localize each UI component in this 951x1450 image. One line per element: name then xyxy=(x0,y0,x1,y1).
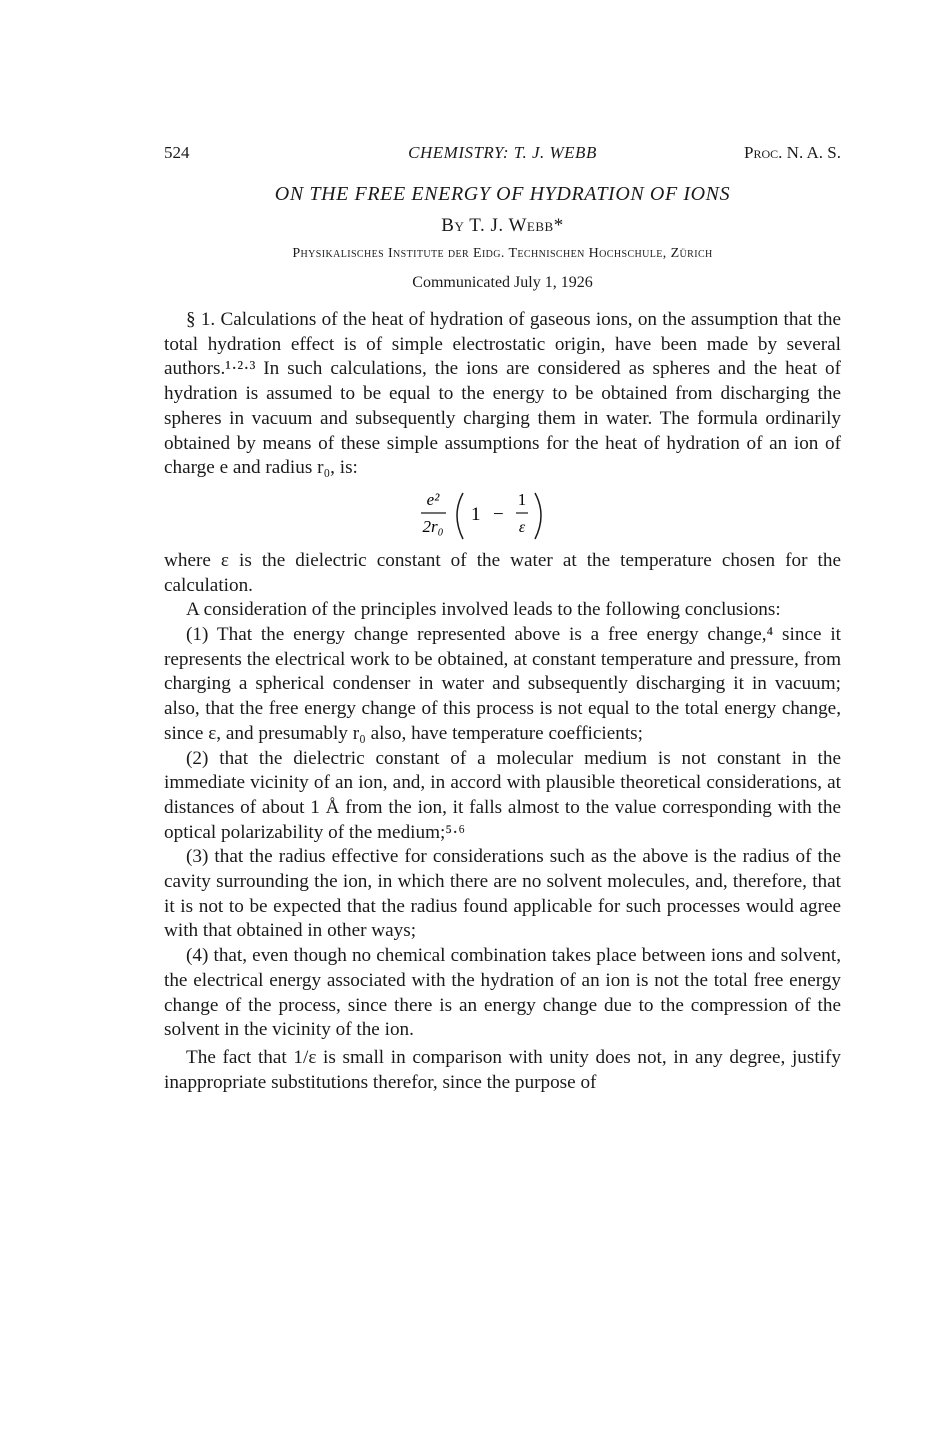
hydration-formula xyxy=(164,483,841,547)
formula-one: 1 xyxy=(471,503,481,525)
conclusion-4: (4) that, even though no chemical combination takes place between ions and solvent, the electrical energy associated with the hydration of an ion is not the total free energy change of the process, since there is an energy change due to the compression of the solvent in the vicinity of the ion. xyxy=(164,945,841,1041)
formula-inner-denominator: ε xyxy=(518,518,526,536)
conclusion-3: (3) that the radius effective for considerations such as the above is the radius of the cavity surrounding the ion, in which there are no solvent molecules, and, therefore, that it is not to be expected that the radius found applicable for such processes would agree with that obtained in other ways; xyxy=(164,846,841,942)
journal-name: Proc. N. A. S. xyxy=(744,143,841,162)
communicated-date: Communicated July 1, 1926 xyxy=(412,274,593,291)
formula-graphic xyxy=(419,483,559,547)
formula-denominator: 2r₀ xyxy=(422,516,444,536)
page xyxy=(164,143,841,1095)
formula-right-paren xyxy=(535,493,541,539)
paragraph-2: where ε is the dielectric constant of the water at the temperature chosen for the calculation. xyxy=(164,549,841,596)
article-title: ON THE FREE ENERGY OF HYDRATION OF IONS xyxy=(274,183,731,205)
paragraph-1: § 1. Calculations of the heat of hydration of gaseous ions, on the assumption that the total hydration effect is of simple electrostatic origin, have been made by several authors.¹·²·³ In such calculations, the ions are considered as spheres and the heat of hydration is assumed to be equal to the energy to be obtained from discharging the spheres in vacuum and subsequently charging them in water. The formula ordinarily obtained by means of these simple assumptions for the heat of hydration of an ion of charge e and radius r₀, is: xyxy=(164,309,841,479)
formula-inner-numerator: 1 xyxy=(517,489,527,509)
formula-numerator: e² xyxy=(426,489,440,509)
running-title: CHEMISTRY: T. J. WEBB xyxy=(408,143,597,162)
author-byline: By T. J. Webb* xyxy=(441,215,564,236)
article-body xyxy=(164,308,841,1095)
conclusion-1: (1) That the energy change represented above is a free energy change,⁴ since it represents the electrical work to be obtained, at constant temperature and pressure, from charging a spherical condenser in water and subsequently discharging it in vacuum; also, that the free energy change of this process is not equal to the total energy change, since ε, and presumably r₀ also, have temperature coefficients; xyxy=(164,624,841,744)
conclusion-2: (2) that the dielectric constant of a molecular medium is not constant in the immediate vicinity of an ion, and, in accord with plausible theoretical considerations, at distances of about 1 Å from the ion, it falls almost to the value corresponding with the optical polarizability of the medium;⁵·⁶ xyxy=(164,747,841,843)
author-affiliation: Physikalisches Institute der Eidg. Technischen Hochschule, Zürich xyxy=(292,246,713,261)
paragraph-final: The fact that 1/ε is small in comparison with unity does not, in any degree, justify inappropriate substitutions therefor, since the purpose of xyxy=(164,1046,841,1093)
paragraph-3: A consideration of the principles involved leads to the following conclusions: xyxy=(186,599,781,621)
formula-left-paren xyxy=(457,493,463,539)
running-head xyxy=(164,143,841,169)
formula-minus: − xyxy=(493,503,504,525)
page-number: 524 xyxy=(164,143,190,162)
